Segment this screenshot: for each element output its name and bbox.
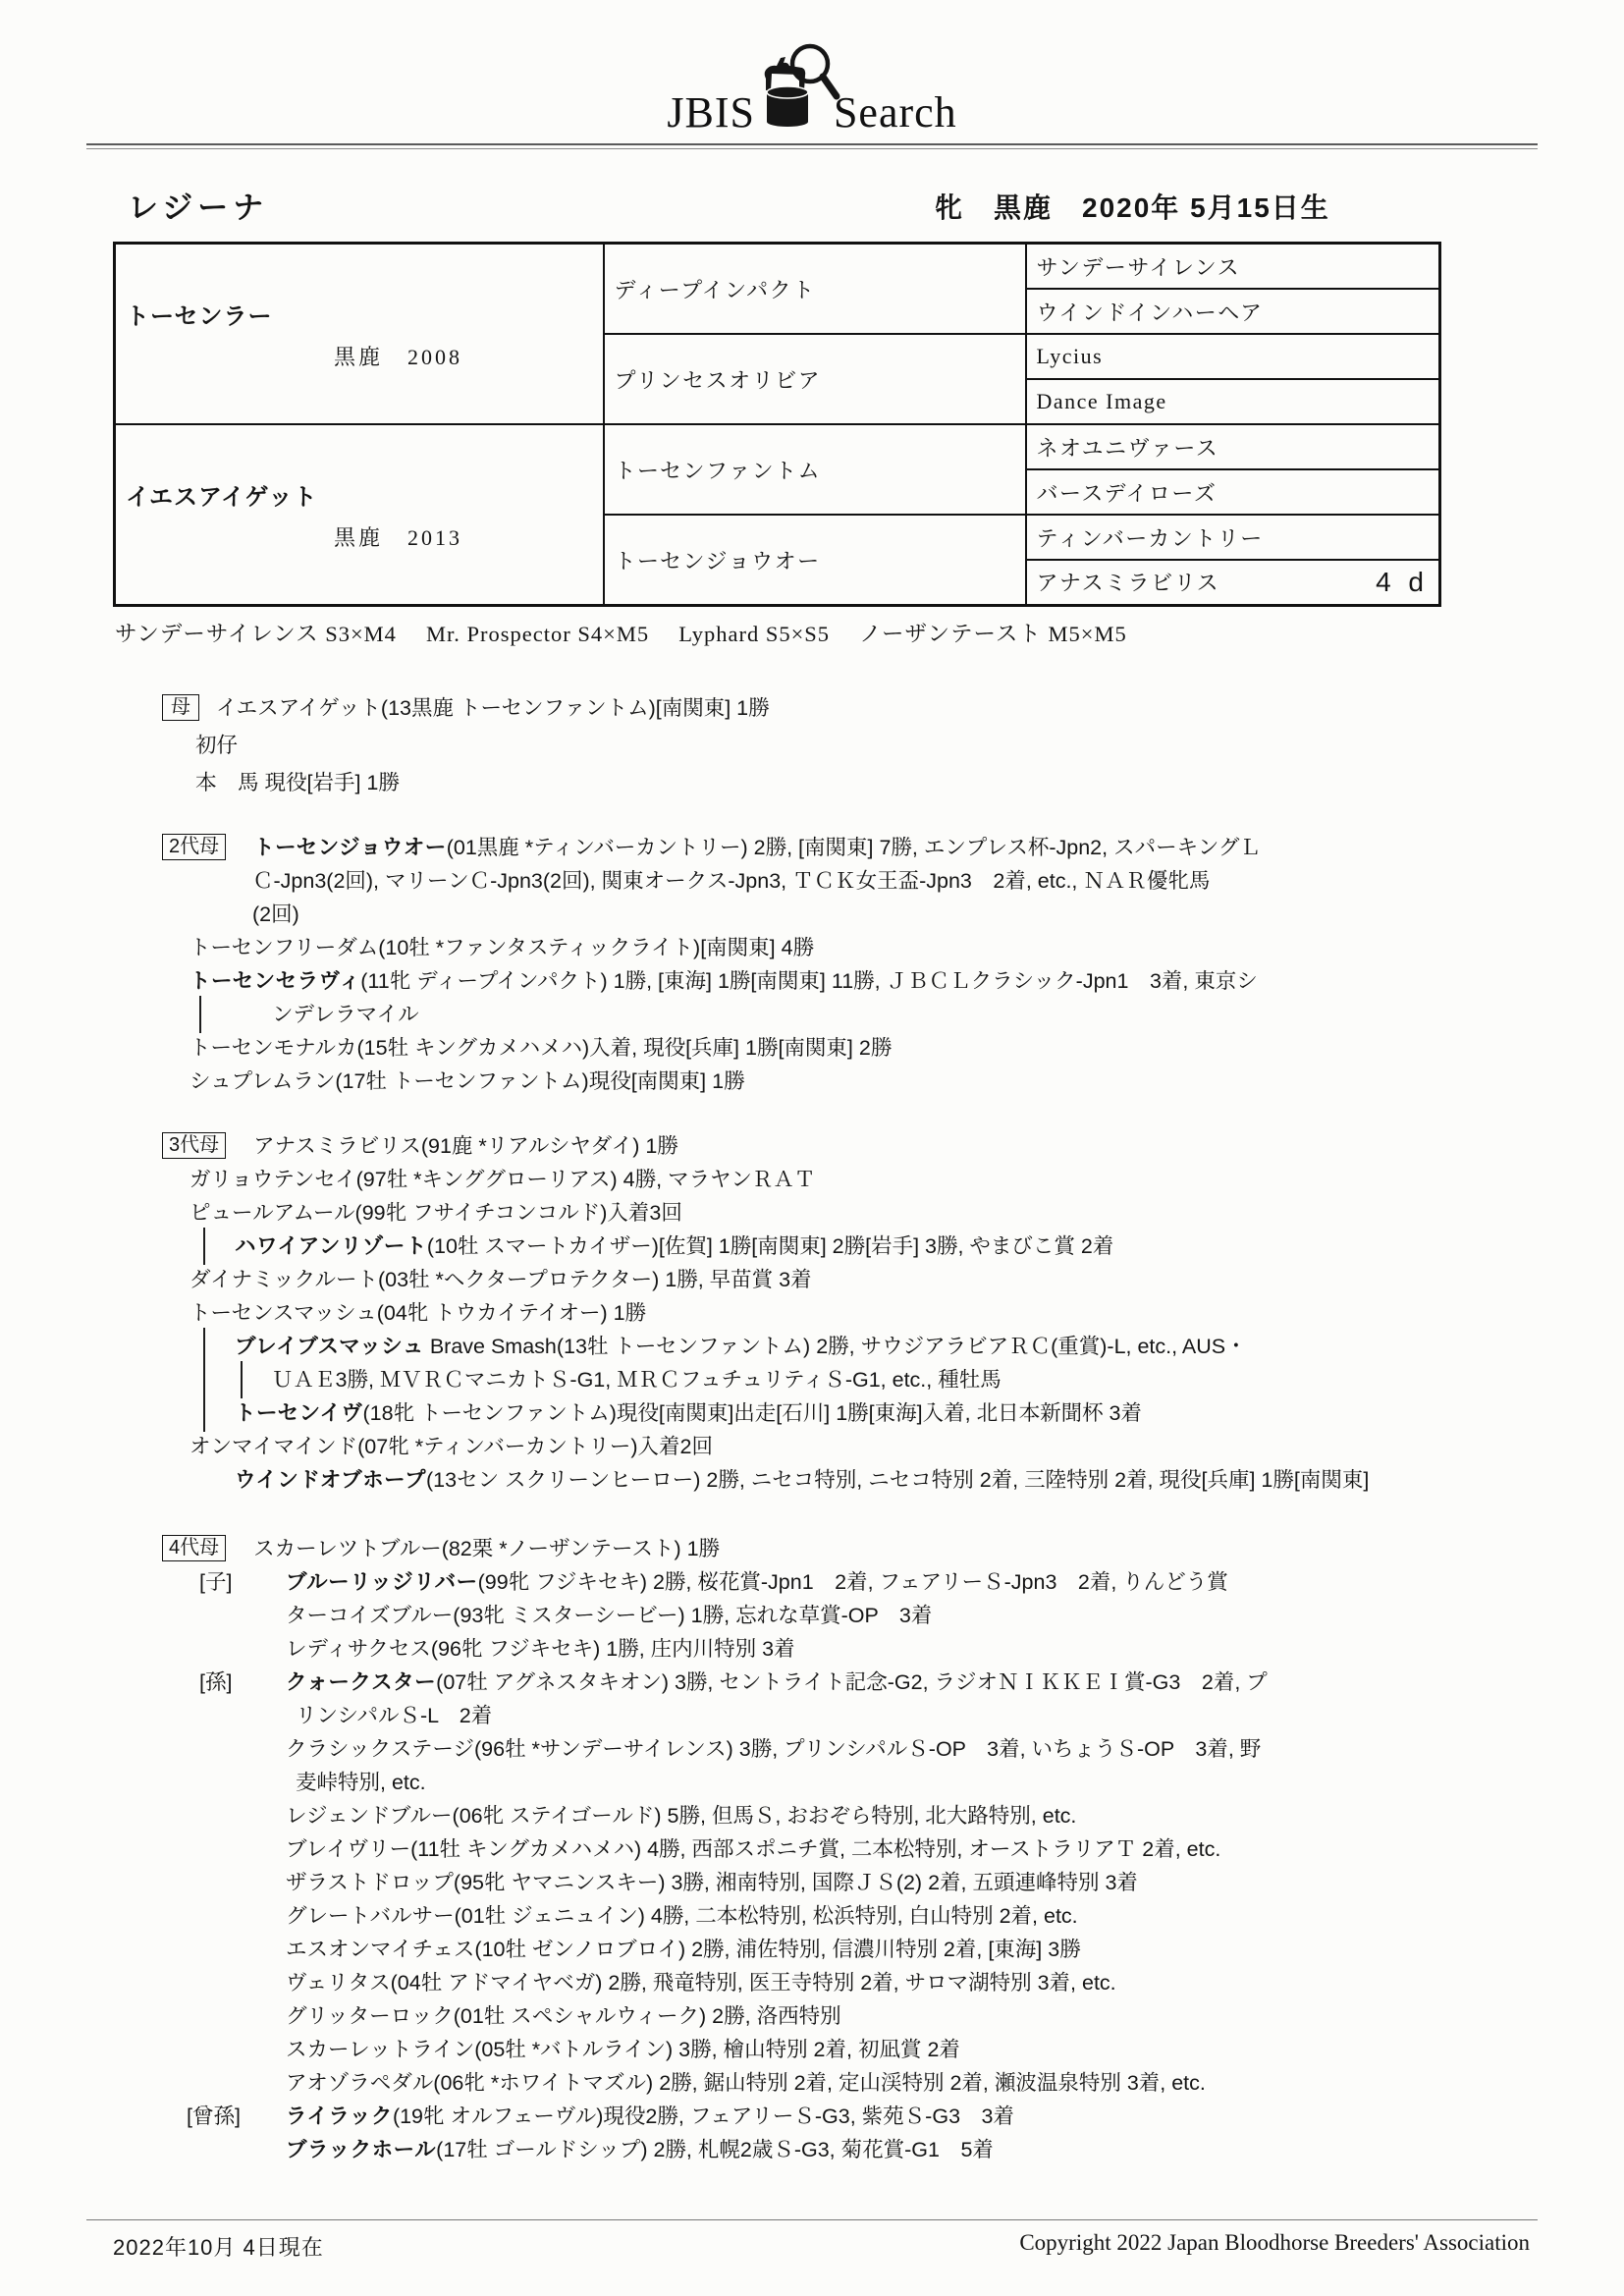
generation-label: 3代母	[162, 1132, 226, 1159]
family-number: 4 d	[1376, 567, 1429, 597]
generation-label: 2代母	[162, 834, 226, 860]
line-text: レジェンドブルー(06牝 ステイゴールド) 5勝, 但馬Ｓ, おおぞら特別, 北大路特別, etc.	[286, 1804, 1077, 1828]
pedigree-gen3-cell: サンデーサイレンス	[1026, 244, 1440, 290]
family-line	[113, 1565, 1537, 1599]
sire-detail: 黒鹿 2008	[334, 345, 463, 369]
family-sections	[113, 689, 1537, 2166]
pedigree-gen2-cell: プリンセスオリビア	[604, 334, 1026, 424]
line-text: シュプレムラン(17牡 トーセンファントム)現役[南関東] 1勝	[189, 1069, 745, 1093]
line-text: トーセンモナルカ(15牡 キングカメハメハ)入着, 現役[兵庫] 1勝[南関東] 2勝	[189, 1036, 893, 1060]
dam-cell	[115, 424, 604, 606]
family-line	[113, 2033, 1537, 2066]
horse-name-bold: ブラックホール	[286, 2138, 437, 2161]
family-line	[113, 864, 1537, 898]
family-line	[113, 1933, 1537, 1966]
line-text: ピュールアムール(99牝 フサイチコンコルド)入着3回	[189, 1201, 682, 1225]
horse-name-bold: トーセンイヴ	[235, 1401, 363, 1425]
family-line	[113, 1766, 1537, 1799]
horse-name-bold: ハワイアンリゾート	[235, 1234, 427, 1258]
tree-bar	[241, 1361, 243, 1398]
family-line	[113, 1463, 1537, 1497]
family-line	[113, 1732, 1537, 1766]
horse-magnifier-logo-icon	[749, 39, 843, 137]
pedigree-gen2-cell: トーセンファントム	[604, 424, 1026, 515]
family-line	[113, 1330, 1537, 1363]
line-text: 本 馬 現役[岩手] 1勝	[195, 771, 400, 794]
line-text: ザラストドロップ(95牝 ヤマニンスキー) 3勝, 湘南特別, 国際ＪＳ(2) 2着, 五頭連峰特別 3着	[286, 1871, 1138, 1894]
line-text: エスオンマイチェス(10牡 ゼンノロブロイ) 2勝, 浦佐特別, 信濃川特別 2着, [東海] 3勝	[286, 1938, 1081, 1961]
family-line	[113, 1799, 1537, 1832]
line-text: ダイナミックルート(03牡 *ヘクタープロテクター) 1勝, 早苗賞 3着	[189, 1268, 812, 1291]
jbis-search-logo	[0, 39, 1624, 135]
line-text: 初仔	[195, 734, 239, 757]
family-line	[113, 931, 1537, 964]
logo-search-text: Search	[833, 88, 957, 137]
horse-name-bold: ブルーリッジリバー	[286, 1570, 478, 1594]
tree-bar	[203, 1228, 205, 1265]
pedigree-table	[113, 242, 1441, 607]
sire-cell	[115, 244, 604, 425]
line-text: レディサクセス(96牝 フジキセキ) 1勝, 庄内川特別 3着	[286, 1637, 795, 1661]
table-row	[115, 424, 1440, 469]
family-line	[113, 1999, 1537, 2033]
line-text: ブレイヴリー(11牡 キングカメハメハ) 4勝, 西部スポニチ賞, 二本松特別, オーストラリアＴ 2着, etc.	[286, 1837, 1221, 1861]
horse-name-bold: ライラック	[286, 2105, 393, 2128]
line-text: (01黒鹿 *ティンバーカントリー) 2勝, [南関東] 7勝, エンプレス杯-Jpn2, スパーキングＬ	[446, 836, 1261, 859]
family-line	[113, 1632, 1537, 1666]
tree-bar	[203, 1361, 205, 1398]
tree-bar	[203, 1394, 205, 1432]
line-text: (07牡 アグネスタキオン) 3勝, セントライト記念-G2, ラジオＮＩＫＫＥＩ賞-G3 2着, プ	[436, 1670, 1268, 1694]
family-line	[113, 1163, 1537, 1196]
line-text: ヴェリタス(04牡 アドマイヤベガ) 2勝, 飛竜特別, 医王寺特別 2着, サロマ湖特別 3着, etc.	[286, 1971, 1116, 1995]
line-text: アオゾラペダル(06牝 *ホワイトマズル) 2勝, 鋸山特別 2着, 定山渓特別 2着, 瀬波温泉特別 3着, etc.	[286, 2071, 1206, 2095]
line-text: グリッターロック(01牡 スペシャルウィーク) 2勝, 洛西特別	[286, 2004, 841, 2028]
pedigree-gen2-cell: トーセンジョウオー	[604, 515, 1026, 606]
line-text: トーセンフリーダム(10牡 *ファンタスティックライト)[南関東] 4勝	[189, 936, 815, 959]
pedigree-gen3-cell: ネオユニヴァース	[1026, 424, 1440, 469]
family-line	[113, 727, 1537, 764]
family-line	[113, 689, 1537, 727]
table-row	[115, 244, 1440, 290]
family-line	[113, 1532, 1537, 1565]
line-text: リンシパルＳ-L 2着	[296, 1704, 493, 1727]
family-section	[113, 1532, 1537, 2166]
line-text: (19牝 オルフェーヴル)現役2勝, フェアリーＳ-G3, 紫苑Ｓ-G3 3着	[392, 2105, 1014, 2128]
pedigree-gen3-cell: ウインドインハーヘア	[1026, 289, 1440, 334]
line-text: (2回)	[252, 902, 299, 926]
family-line	[113, 998, 1537, 1031]
family-line	[113, 1263, 1537, 1296]
relation-bracket: [子]	[199, 1570, 233, 1594]
line-text: グレートバルサー(01牡 ジェニュイン) 4勝, 二本松特別, 松浜特別, 白山特別 2着, etc.	[286, 1904, 1078, 1928]
line-text: (18牝 トーセンファントム)現役[南関東]出走[石川] 1勝[東海]入着, 北日本新聞杯 3着	[362, 1401, 1142, 1425]
family-line	[113, 831, 1537, 864]
generation-label: 母	[162, 694, 199, 721]
horse-name-bold: トーセンセラヴィ	[189, 969, 361, 993]
generation-label: 4代母	[162, 1535, 226, 1561]
pedigree-gen3-cell: バースデイローズ	[1026, 469, 1440, 515]
line-text: トーセンスマッシュ(04牝 トウカイテイオー) 1勝	[189, 1301, 647, 1325]
line-text: アナスミラビリス(91鹿 *リアルシヤダイ) 1勝	[253, 1134, 678, 1158]
logo-jbis-text: JBIS	[667, 88, 755, 137]
family-line	[113, 1363, 1537, 1396]
family-line	[113, 964, 1537, 998]
inbreeding-line: サンデーサイレンス S3×M4 Mr. Prospector S4×M5 Lyphard S5×S5 ノーザンテースト M5×M5	[115, 622, 1127, 646]
line-text: ガリョウテンセイ(97牡 *キンググローリアス) 4勝, マラヤンＲＡＴ	[189, 1168, 816, 1191]
line-text: Brave Smash(13牡 トーセンファントム) 2勝, サウジアラビアＲＣ(重賞)-L, etc., AUS・	[423, 1335, 1247, 1358]
family-section	[113, 831, 1537, 1098]
family-line	[113, 1129, 1537, 1163]
line-text: クラシックステージ(96牡 *サンデーサイレンス) 3勝, プリンシパルＳ-OP 3着, いちょうＳ-OP 3着, 野	[286, 1737, 1262, 1761]
footer-rule	[86, 2219, 1538, 2220]
family-line	[113, 1065, 1537, 1098]
family-line	[113, 1430, 1537, 1463]
line-text: ＵＡＥ3勝, ＭＶＲＣマニカトＳ-G1, ＭＲＣフュチュリティＳ-G1, etc., 種牡馬	[272, 1368, 1001, 1392]
pedigree-gen3-cell	[1026, 560, 1440, 606]
line-text: スカーレツトブルー(82栗 *ノーザンテースト) 1勝	[253, 1537, 721, 1560]
family-line	[113, 1296, 1537, 1330]
pedigree-gen2-cell: ディープインパクト	[604, 244, 1026, 335]
line-text: スカーレットライン(05牡 *バトルライン) 3勝, 檜山特別 2着, 初凪賞 2着	[286, 2038, 960, 2061]
relation-bracket: [孫]	[199, 1670, 233, 1694]
family-line	[113, 1699, 1537, 1732]
page-title-horse-name: レジーナ	[128, 191, 269, 225]
family-line	[113, 1599, 1537, 1632]
family-line	[113, 1832, 1537, 1866]
family-line	[113, 2100, 1537, 2133]
horse-name-bold: ウインドオブホープ	[235, 1468, 426, 1492]
line-text: ターコイズブルー(93牝 ミスターシービー) 1勝, 忘れな草賞-OP 3着	[286, 1604, 933, 1627]
line-text: (10牡 スマートカイザー)[佐賀] 1勝[南関東] 2勝[岩手] 3勝, やまびこ賞 2着	[426, 1234, 1114, 1258]
line-text: 麦峠特別, etc.	[296, 1771, 426, 1794]
family-line	[113, 764, 1537, 801]
family-line	[113, 1866, 1537, 1899]
horse-name-bold: クォークスター	[286, 1670, 437, 1694]
family-line	[113, 2066, 1537, 2100]
line-text: Ｃ-Jpn3(2回), マリーンＣ-Jpn3(2回), 関東オークス-Jpn3, ＴＣＫ女王盃-Jpn3 2着, etc., ＮＡＲ優牝馬	[252, 869, 1211, 893]
dam-detail: 黒鹿 2013	[334, 525, 463, 550]
family-line	[113, 2133, 1537, 2166]
tree-bar	[203, 1328, 205, 1365]
family-line	[113, 1899, 1537, 1933]
pedigree-gen3-cell: Lycius	[1026, 334, 1440, 379]
family-line	[113, 1396, 1537, 1430]
line-text: ンデレラマイル	[272, 1003, 419, 1026]
family-line	[113, 1966, 1537, 1999]
line-text: イエスアイゲット(13黒鹿 トーセンファントム)[南関東] 1勝	[216, 696, 770, 720]
family-line	[113, 898, 1537, 931]
family-line	[113, 1196, 1537, 1230]
family-line	[113, 1031, 1537, 1065]
relation-bracket: [曾孫]	[187, 2105, 241, 2128]
footer-copyright: Copyright 2022 Japan Bloodhorse Breeders' Association	[1019, 2230, 1530, 2255]
family-section	[113, 689, 1537, 801]
pedigree-gen3-name: アナスミラビリス	[1036, 571, 1220, 595]
pedigree-gen3-cell: ティンバーカントリー	[1026, 515, 1440, 560]
header-double-rule	[86, 143, 1538, 149]
family-details	[113, 617, 1537, 2166]
dam-name: イエスアイゲット	[126, 485, 318, 511]
line-text: (99牝 フジキセキ) 2勝, 桜花賞-Jpn1 2着, フェアリーＳ-Jpn3 2着, りんどう賞	[477, 1570, 1228, 1594]
horse-sex-color-birth: 牝 黒鹿 2020年 5月15日生	[935, 192, 1330, 223]
pedigree-gen3-cell: Dance Image	[1026, 379, 1440, 424]
line-text: (13セン スクリーンヒーロー) 2勝, ニセコ特別, ニセコ特別 2着, 三陸特別 2着, 現役[兵庫] 1勝[南関東]	[426, 1468, 1370, 1492]
line-text: (17牡 ゴールドシップ) 2勝, 札幌2歳Ｓ-G3, 菊花賞-G1 5着	[436, 2138, 994, 2161]
footer-date: 2022年10月 4日現在	[113, 2235, 324, 2260]
family-line	[113, 1230, 1537, 1263]
family-line	[113, 1666, 1537, 1699]
sire-name: トーセンラー	[126, 304, 273, 330]
line-text: オンマイマインド(07牝 *ティンバーカントリー)入着2回	[189, 1435, 714, 1458]
horse-name-bold: ブレイブスマッシュ	[235, 1335, 424, 1358]
line-text: (11牝 ディープインパクト) 1勝, [東海] 1勝[南関東] 11勝, ＪＢＣＬクラシック-Jpn1 3着, 東京シ	[360, 969, 1258, 993]
tree-bar	[199, 996, 201, 1033]
horse-name-bold: トーセンジョウオー	[253, 836, 447, 859]
family-section	[113, 1129, 1537, 1497]
